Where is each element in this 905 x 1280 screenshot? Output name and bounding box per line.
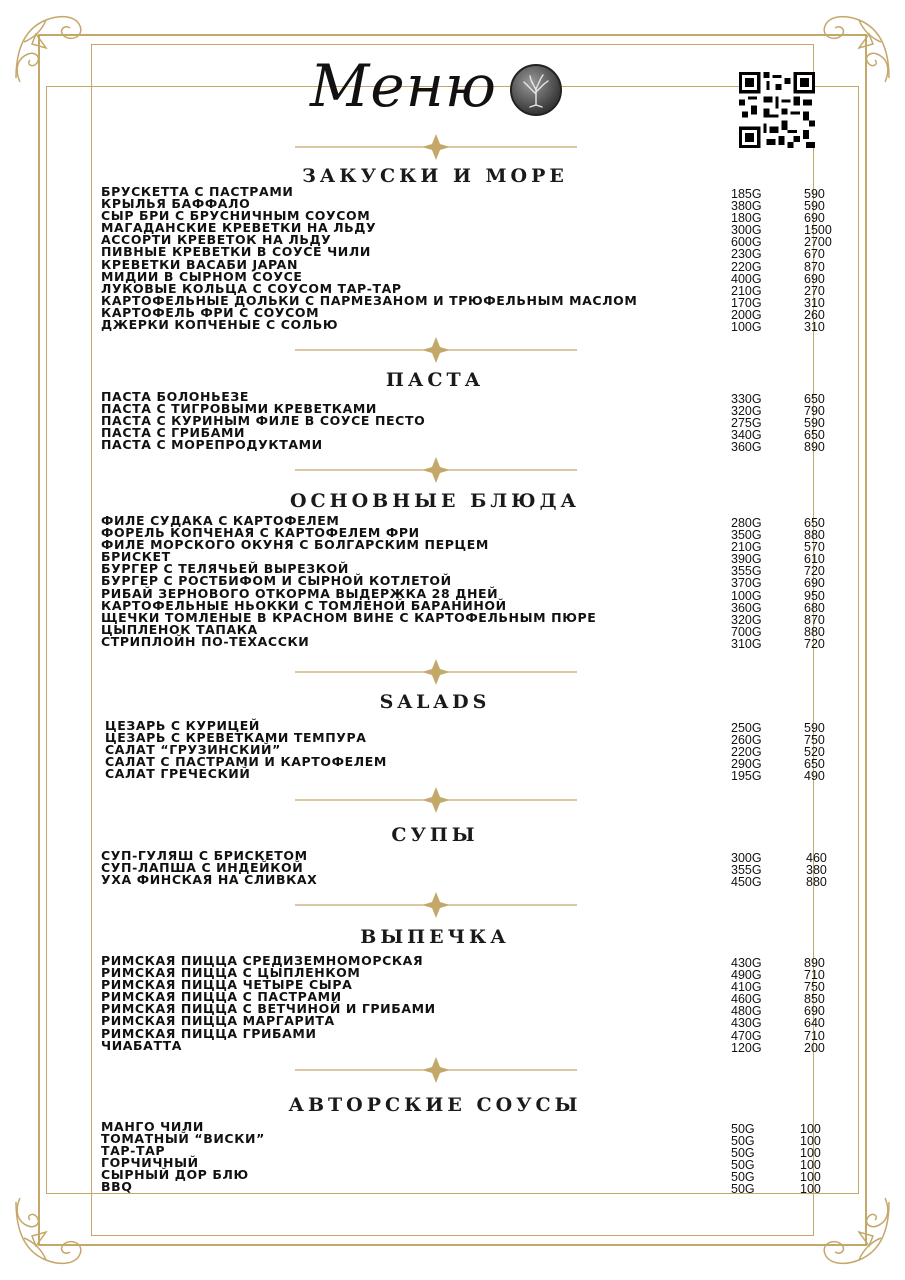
menu-item xyxy=(101,633,841,651)
item-weight: 290G xyxy=(731,757,762,772)
item-name: РИМСКАЯ ПИЦЦА С ВЕТЧИНОЙ И ГРИБАМИ xyxy=(101,1001,436,1017)
item-weight: 430G xyxy=(731,956,762,970)
item-name: САЛАТ “ГРУЗИНСКИЙ” xyxy=(105,742,281,758)
item-price: 610 xyxy=(804,552,825,567)
item-weight: 380G xyxy=(731,199,762,214)
item-price: 380 xyxy=(806,863,827,878)
item-price: 850 xyxy=(804,992,825,1007)
diamond-divider-icon xyxy=(295,335,577,365)
item-weight: 310G xyxy=(731,636,762,651)
item-weight: 180G xyxy=(731,211,762,226)
item-price: 650 xyxy=(804,516,825,530)
item-price: 270 xyxy=(804,283,825,298)
item-price: 590 xyxy=(804,199,825,214)
item-name: ПАСТА С КУРИНЫМ ФИЛЕ В СОУСЕ ПЕСТО xyxy=(101,413,426,429)
section-items xyxy=(101,513,841,651)
item-price: 710 xyxy=(804,1028,825,1043)
item-price: 690 xyxy=(804,211,825,226)
item-name: КАРТОФЕЛЬ ФРИ С СОУСОМ xyxy=(101,304,320,320)
item-weight: 250G xyxy=(731,721,762,735)
item-name: ФИЛЕ МОРСКОГО ОКУНЯ С БОЛГАРСКИМ ПЕРЦЕМ xyxy=(101,537,489,553)
diamond-divider-icon xyxy=(295,1055,577,1085)
item-price: 680 xyxy=(804,600,825,615)
diamond-divider-icon xyxy=(295,132,577,162)
item-price: 590 xyxy=(804,416,825,431)
item-weight: 170G xyxy=(731,295,762,310)
item-weight: 50G xyxy=(731,1170,755,1185)
item-name: ФОРЕЛЬ КОПЧЕНАЯ С КАРТОФЕЛЕМ ФРИ xyxy=(101,525,420,541)
item-price: 490 xyxy=(804,769,825,784)
item-name: ПАСТА С ГРИБАМИ xyxy=(101,425,246,441)
diamond-divider-icon xyxy=(295,657,577,687)
section-items xyxy=(101,953,841,1055)
item-weight: 600G xyxy=(731,235,762,250)
item-name: ЛУКОВЫЕ КОЛЬЦА С СОУСОМ ТАР-ТАР xyxy=(101,280,402,296)
diamond-divider-icon xyxy=(295,455,577,485)
item-price: 790 xyxy=(804,404,825,419)
section-items xyxy=(101,389,841,455)
item-weight: 210G xyxy=(731,540,762,555)
item-weight: 330G xyxy=(731,392,762,406)
item-price: 690 xyxy=(804,1004,825,1019)
section-heading: ЗАКУСКИ И МОРЕ xyxy=(302,165,568,187)
item-price: 100 xyxy=(800,1122,821,1136)
item-weight: 460G xyxy=(731,992,762,1007)
item-price: 880 xyxy=(806,875,827,890)
item-name: КРЕВЕТКИ ВАСАБИ JAPAN xyxy=(101,256,299,272)
item-name: БУРГЕР С РОСТБИФОМ И СЫРНОЙ КОТЛЕТОЙ xyxy=(101,573,452,589)
item-weight: 490G xyxy=(731,968,762,983)
item-weight: 220G xyxy=(731,259,762,274)
menu-item xyxy=(101,317,841,335)
item-price: 2700 xyxy=(804,235,832,250)
corner-ornament-icon xyxy=(6,1192,86,1272)
item-name: BBQ xyxy=(101,1179,133,1195)
item-price: 720 xyxy=(804,564,825,579)
item-name: РИМСКАЯ ПИЦЦА С ПАСТРАМИ xyxy=(101,989,342,1005)
item-price: 260 xyxy=(804,307,825,322)
corner-ornament-icon xyxy=(6,8,86,88)
item-weight: 300G xyxy=(731,223,762,238)
item-weight: 280G xyxy=(731,516,762,530)
item-price: 890 xyxy=(804,956,825,970)
menu-item xyxy=(101,1037,841,1055)
item-name: КАРТОФЕЛЬНЫЕ ДОЛЬКИ С ПАРМЕЗАНОМ И ТРЮФЕЛЬНЫМ МАСЛОМ xyxy=(101,292,638,308)
item-name: СЫРНЫЙ ДОР БЛЮ xyxy=(101,1167,249,1183)
item-price: 200 xyxy=(804,1040,825,1055)
item-price: 750 xyxy=(804,733,825,748)
item-price: 870 xyxy=(804,612,825,627)
item-price: 890 xyxy=(804,440,825,455)
item-weight: 700G xyxy=(731,624,762,639)
menu-item xyxy=(101,1025,841,1043)
item-weight: 195G xyxy=(731,769,762,784)
item-name: ГОРЧИЧНЫЙ xyxy=(101,1155,199,1171)
item-weight: 50G xyxy=(731,1134,755,1149)
tree-logo-icon xyxy=(510,64,562,116)
item-name: РИМСКАЯ ПИЦЦА С ЦЫПЛЕНКОМ xyxy=(101,965,361,981)
item-price: 640 xyxy=(804,1016,825,1031)
item-name: ФИЛЕ СУДАКА С КАРТОФЕЛЕМ xyxy=(101,513,340,528)
item-price: 100 xyxy=(800,1146,821,1161)
corner-ornament-icon xyxy=(819,1192,899,1272)
item-weight: 410G xyxy=(731,980,762,995)
section-heading: АВТОРСКИЕ СОУСЫ xyxy=(288,1094,582,1116)
menu-item xyxy=(101,1179,841,1197)
item-price: 570 xyxy=(804,540,825,555)
item-name: ПАСТА С ТИГРОВЫМИ КРЕВЕТКАМИ xyxy=(101,401,377,417)
item-name: СУП-ЛАПША С ИНДЕЙКОЙ xyxy=(101,860,304,876)
item-name: МАГАДАНСКИЕ КРЕВЕТКИ НА ЛЬДУ xyxy=(101,220,377,236)
item-name: ЦЕЗАРЬ С КУРИЦЕЙ xyxy=(105,718,260,733)
menu-item xyxy=(101,872,841,890)
item-weight: 50G xyxy=(731,1182,755,1197)
section-heading: ВЫПЕЧКА xyxy=(360,926,510,948)
item-weight: 360G xyxy=(731,600,762,615)
item-weight: 355G xyxy=(731,564,762,579)
diamond-divider-icon xyxy=(295,785,577,815)
menu-title: Меню xyxy=(310,52,497,120)
item-name: БУРГЕР С ТЕЛЯЧЬЕЙ ВЫРЕЗКОЙ xyxy=(101,561,349,577)
item-price: 750 xyxy=(804,980,825,995)
item-weight: 220G xyxy=(731,745,762,760)
item-weight: 450G xyxy=(731,875,762,890)
item-name: МАНГО ЧИЛИ xyxy=(101,1119,204,1134)
item-name: БРИСКЕТ xyxy=(101,549,171,565)
item-price: 310 xyxy=(804,320,825,335)
item-name: СУП-ГУЛЯШ С БРИСКЕТОМ xyxy=(101,848,308,863)
item-weight: 340G xyxy=(731,428,762,443)
item-price: 690 xyxy=(804,271,825,286)
menu-item xyxy=(101,437,841,455)
item-price: 100 xyxy=(800,1158,821,1173)
item-weight: 400G xyxy=(731,271,762,286)
item-weight: 470G xyxy=(731,1028,762,1043)
item-weight: 260G xyxy=(731,733,762,748)
item-price: 460 xyxy=(806,851,827,865)
menu-item xyxy=(101,1131,841,1149)
item-name: СТРИПЛОЙН ПО-ТЕХАССКИ xyxy=(101,633,310,649)
item-price: 650 xyxy=(804,428,825,443)
item-price: 870 xyxy=(804,259,825,274)
item-price: 100 xyxy=(800,1170,821,1185)
item-name: РИБАЙ ЗЕРНОВОГО ОТКОРМА ВЫДЕРЖКА 28 ДНЕЙ xyxy=(101,585,499,601)
item-name: ЦЕЗАРЬ С КРЕВЕТКАМИ ТЕМПУРА xyxy=(105,730,367,746)
item-price: 590 xyxy=(804,721,825,735)
item-weight: 390G xyxy=(731,552,762,567)
item-price: 520 xyxy=(804,745,825,760)
item-weight: 210G xyxy=(731,283,762,298)
item-weight: 320G xyxy=(731,612,762,627)
item-weight: 275G xyxy=(731,416,762,431)
item-name: РИМСКАЯ ПИЦЦА СРЕДИЗЕМНОМОРСКАЯ xyxy=(101,953,424,968)
item-weight: 430G xyxy=(731,1016,762,1031)
item-name: КРЫЛЬЯ БАФФАЛО xyxy=(101,196,251,212)
section-heading: ОСНОВНЫЕ БЛЮДА xyxy=(290,490,580,512)
item-weight: 50G xyxy=(731,1146,755,1161)
menu-item xyxy=(101,1167,841,1185)
item-weight: 300G xyxy=(731,851,762,865)
item-price: 950 xyxy=(804,588,825,603)
item-name: РИМСКАЯ ПИЦЦА ГРИБАМИ xyxy=(101,1025,317,1041)
item-name: ПАСТА БОЛОНЬЕЗЕ xyxy=(101,389,249,404)
item-weight: 120G xyxy=(731,1040,762,1055)
item-weight: 230G xyxy=(731,247,762,262)
item-name: РИМСКАЯ ПИЦЦА МАРГАРИТА xyxy=(101,1013,335,1029)
item-name: МИДИИ В СЫРНОМ СОУСЕ xyxy=(101,268,303,284)
item-name: ЧИАБАТТА xyxy=(101,1037,182,1053)
section-items xyxy=(101,184,841,335)
item-name: ПАСТА С МОРЕПРОДУКТАМИ xyxy=(101,437,323,453)
item-price: 880 xyxy=(804,624,825,639)
item-name: КАРТОФЕЛЬНЫЕ НЬОККИ С ТОМЛЕНОЙ БАРАНИНОЙ xyxy=(101,597,507,613)
item-weight: 360G xyxy=(731,440,762,455)
item-name: ДЖЕРКИ КОПЧЕНЫЕ С СОЛЬЮ xyxy=(101,317,339,333)
section-items xyxy=(101,1119,841,1197)
item-name: АССОРТИ КРЕВЕТОК НА ЛЬДУ xyxy=(101,232,332,248)
diamond-divider-icon xyxy=(295,890,577,920)
item-price: 650 xyxy=(804,392,825,406)
item-weight: 50G xyxy=(731,1122,755,1136)
menu-item xyxy=(105,766,845,784)
item-weight: 200G xyxy=(731,307,762,322)
item-price: 310 xyxy=(804,295,825,310)
item-weight: 50G xyxy=(731,1158,755,1173)
item-name: САЛАТ С ПАСТРАМИ И КАРТОФЕЛЕМ xyxy=(105,754,387,770)
item-name: ЩЕЧКИ ТОМЛЕНЫЕ В КРАСНОМ ВИНЕ С КАРТОФЕЛЬНЫМ ПЮРЕ xyxy=(101,609,597,625)
item-name: ТОМАТНЫЙ “ВИСКИ” xyxy=(101,1131,265,1147)
item-price: 100 xyxy=(800,1182,821,1197)
menu-item xyxy=(101,537,841,555)
item-price: 100 xyxy=(800,1134,821,1149)
item-name: СЫР БРИ С БРУСНИЧНЫМ СОУСОМ xyxy=(101,208,371,224)
item-name: ЦЫПЛЕНОК ТАПАКА xyxy=(101,621,258,637)
item-price: 690 xyxy=(804,576,825,591)
menu-item xyxy=(101,1143,841,1161)
item-name: РИМСКАЯ ПИЦЦА ЧЕТЫРЕ СЫРА xyxy=(101,977,353,993)
item-name: ПИВНЫЕ КРЕВЕТКИ В СОУСЕ ЧИЛИ xyxy=(101,244,371,260)
item-weight: 355G xyxy=(731,863,762,878)
section-heading: SALADS xyxy=(379,691,491,713)
item-name: ТАР-ТАР xyxy=(101,1143,166,1159)
item-weight: 100G xyxy=(731,588,762,603)
item-name: БРУСКЕТТА С ПАСТРАМИ xyxy=(101,184,294,199)
section-heading: ПАСТА xyxy=(385,369,485,391)
item-price: 880 xyxy=(804,528,825,543)
item-weight: 100G xyxy=(731,320,762,335)
section-items xyxy=(101,848,841,890)
section-heading: СУПЫ xyxy=(391,824,479,846)
item-price: 720 xyxy=(804,636,825,651)
item-price: 590 xyxy=(804,187,825,201)
item-weight: 370G xyxy=(731,576,762,591)
item-weight: 350G xyxy=(731,528,762,543)
corner-ornament-icon xyxy=(819,8,899,88)
item-price: 650 xyxy=(804,757,825,772)
item-price: 1500 xyxy=(804,223,832,238)
item-price: 670 xyxy=(804,247,825,262)
item-weight: 185G xyxy=(731,187,762,201)
qr-code-icon[interactable] xyxy=(739,72,815,148)
item-weight: 480G xyxy=(731,1004,762,1019)
section-items xyxy=(105,718,845,784)
item-name: УХА ФИНСКАЯ НА СЛИВКАХ xyxy=(101,872,318,888)
item-name: САЛАТ ГРЕЧЕСКИЙ xyxy=(105,766,251,782)
item-weight: 320G xyxy=(731,404,762,419)
item-price: 710 xyxy=(804,968,825,983)
